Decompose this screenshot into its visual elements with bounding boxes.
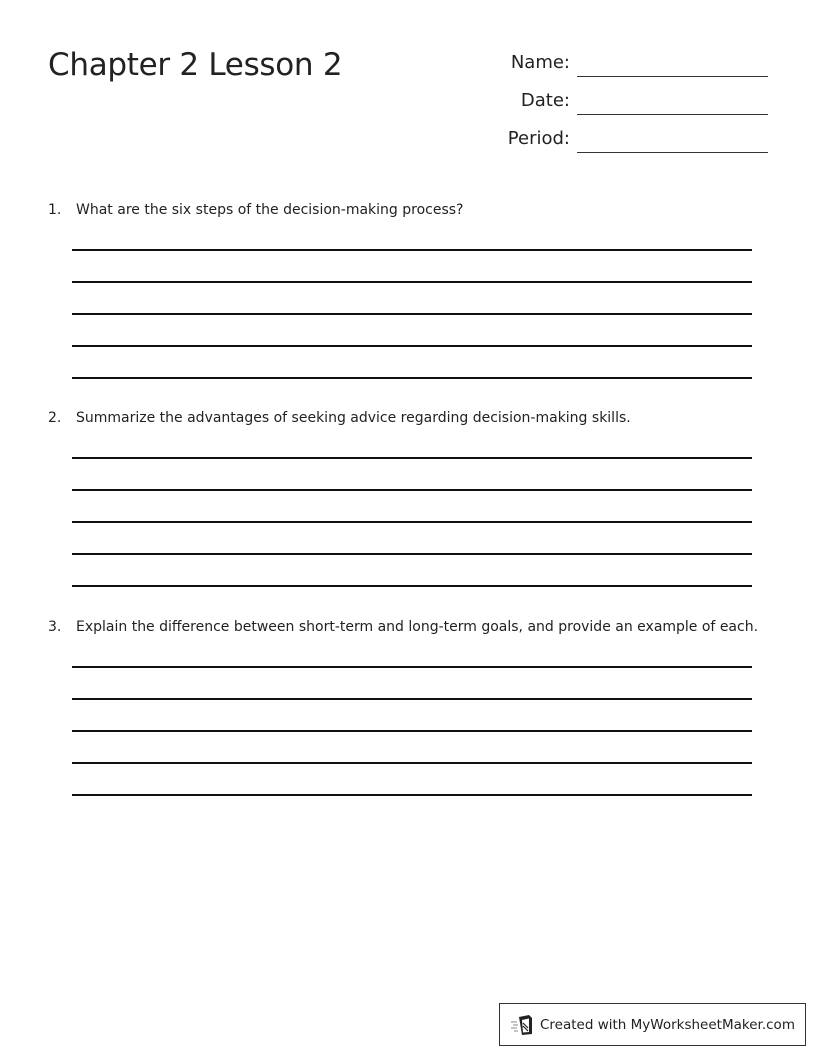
date-input-line[interactable]: [577, 114, 768, 115]
answer-line[interactable]: [72, 249, 752, 251]
question-text: What are the six steps of the decision-making process?: [76, 202, 464, 218]
question-number: 3.: [48, 619, 62, 635]
answer-line[interactable]: [72, 345, 752, 347]
question-number: 1.: [48, 202, 62, 218]
question-3: [48, 619, 758, 635]
answer-line[interactable]: [72, 762, 752, 764]
answer-line[interactable]: [72, 553, 752, 555]
period-input-line[interactable]: [577, 152, 768, 153]
page-title: Chapter 2 Lesson 2: [48, 47, 343, 83]
footer-credit[interactable]: [499, 1003, 806, 1046]
date-label: Date:: [520, 90, 570, 111]
question-2: [48, 410, 631, 426]
name-input-line[interactable]: [577, 76, 768, 77]
answer-line[interactable]: [72, 281, 752, 283]
answer-line[interactable]: [72, 313, 752, 315]
answer-line[interactable]: [72, 666, 752, 668]
answer-line[interactable]: [72, 521, 752, 523]
question-text: Explain the difference between short-term and long-term goals, and provide an example of each.: [76, 619, 759, 635]
name-field[interactable]: [490, 52, 768, 82]
answer-line[interactable]: [72, 457, 752, 459]
answer-line[interactable]: [72, 377, 752, 379]
question-number: 2.: [48, 410, 62, 426]
answer-line[interactable]: [72, 489, 752, 491]
answer-line[interactable]: [72, 585, 752, 587]
worksheet-logo-icon: [510, 1014, 534, 1036]
date-field[interactable]: [490, 90, 768, 120]
answer-line[interactable]: [72, 794, 752, 796]
period-field[interactable]: [490, 128, 768, 158]
footer-text: Created with MyWorksheetMaker.com: [540, 1016, 795, 1033]
answer-line[interactable]: [72, 698, 752, 700]
question-1: [48, 202, 463, 218]
question-text: Summarize the advantages of seeking advice regarding decision-making skills.: [76, 410, 631, 426]
name-label: Name:: [510, 52, 570, 73]
answer-line[interactable]: [72, 730, 752, 732]
period-label: Period:: [507, 128, 570, 149]
